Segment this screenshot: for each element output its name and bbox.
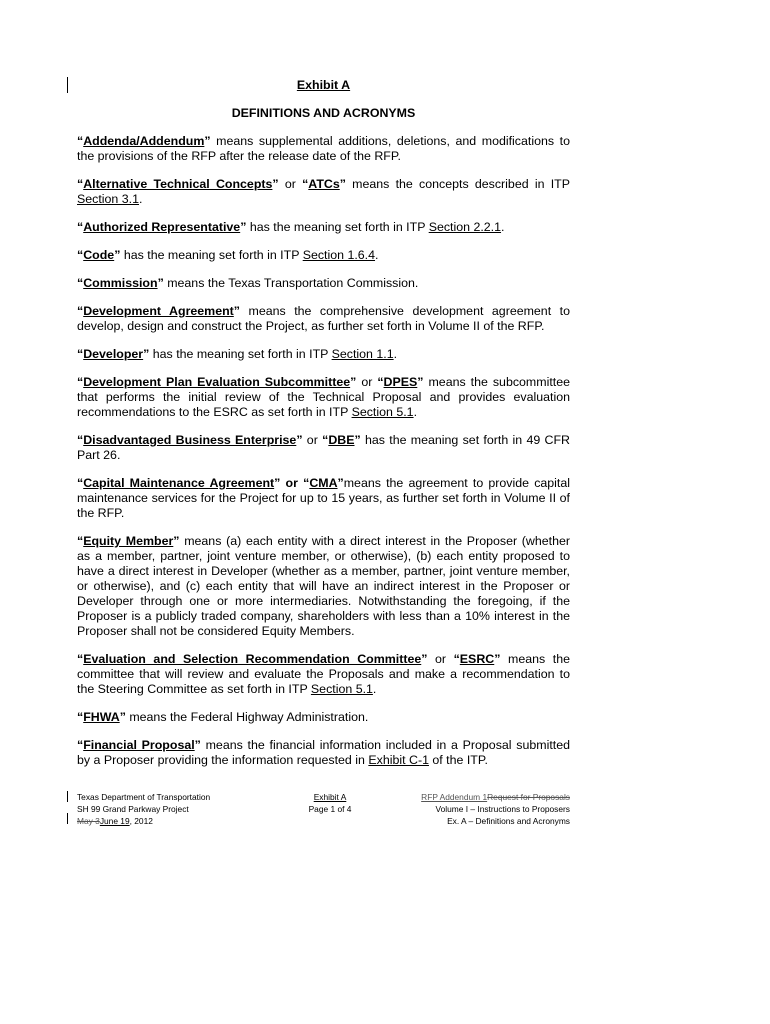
definition-term: Equity Member [83, 534, 174, 548]
definition-text: means the Texas Transportation Commission. [163, 276, 419, 290]
quote-mark: “ [77, 347, 84, 361]
definition-paragraph [77, 534, 570, 639]
definition-paragraph [77, 433, 570, 463]
quote-mark: “ [377, 375, 384, 389]
footer-exhibit: Exhibit A [313, 792, 347, 802]
quote-mark: “ [77, 276, 84, 290]
quote-mark: “ [77, 476, 84, 490]
definition-term: Alternative Technical Concepts [83, 177, 273, 191]
definition-end: . [375, 248, 379, 262]
definition-term: Disadvantaged Business Enterprise [83, 433, 297, 447]
quote-mark: “ [77, 534, 84, 548]
footer-right [370, 791, 570, 827]
quote-mark: “ [77, 177, 84, 191]
definition-text: means the Federal Highway Administration. [125, 710, 369, 724]
definition-term: Development Agreement [83, 304, 234, 318]
definition-connector: or [356, 375, 378, 389]
quote-mark: “ [77, 220, 84, 234]
definition-paragraph [77, 134, 570, 164]
definition-text: means the concepts described in ITP [345, 177, 570, 191]
definition-term: Evaluation and Selection Recommendation Committee [83, 652, 422, 666]
definition-acronym: ATCs [308, 177, 340, 191]
quote-mark: “ [303, 476, 310, 490]
definition-paragraph [77, 248, 570, 263]
section-reference: Section 1.1 [331, 347, 394, 361]
footer-addendum [370, 791, 570, 803]
definition-text: means the financial information included in a Proposal submitted by a Proposer providing the information requested in [77, 738, 570, 767]
quote-mark: ” [240, 220, 247, 234]
quote-mark: “ [77, 652, 84, 666]
definition-term: Addenda/Addendum [83, 134, 205, 148]
footer-date-inserted: June 19 [99, 816, 130, 826]
definition-paragraph [77, 347, 570, 362]
footer-exhibit-title: Ex. A – Definitions and Acronyms [447, 816, 570, 826]
definition-end: . [372, 682, 377, 696]
quote-mark: ” [157, 276, 164, 290]
definition-term: Code [83, 248, 115, 262]
definitions-list [77, 134, 570, 781]
quote-mark: “ [77, 738, 84, 752]
quote-mark: “ [77, 375, 84, 389]
definition-text: has the meaning set forth in 49 CFR Part 26. [77, 433, 570, 462]
definition-paragraph [77, 177, 570, 207]
definition-connector: or [280, 476, 304, 490]
definition-paragraph [77, 375, 570, 420]
quote-mark: “ [302, 177, 309, 191]
definition-term: Authorized Representative [83, 220, 241, 234]
definition-paragraph [77, 276, 570, 291]
definition-end: of the ITP. [428, 753, 488, 767]
definition-text: has the meaning set forth in ITP [246, 220, 429, 234]
definition-term: Developer [83, 347, 144, 361]
definition-paragraph [77, 738, 570, 768]
quote-mark: “ [77, 433, 84, 447]
definition-paragraph [77, 710, 570, 725]
quote-mark: “ [77, 304, 84, 318]
section-reference: Section 1.6.4 [302, 248, 376, 262]
definition-text: has the meaning set forth in ITP [149, 347, 332, 361]
definition-connector: or [427, 652, 454, 666]
quote-mark: ” [114, 248, 121, 262]
definition-end: . [393, 347, 398, 361]
definition-paragraph [77, 220, 570, 235]
definition-term: Development Plan Evaluation Subcommittee [83, 375, 351, 389]
footer-change-bar-2 [67, 813, 68, 824]
footer-project: SH 99 Grand Parkway Project [77, 804, 189, 814]
footer-addendum-deleted: Request for Proposals [487, 792, 570, 802]
quote-mark: “ [77, 134, 84, 148]
definition-text: means supplemental additions, deletions, and modifications to the provisions of the RFP after the release date of the RFP. [77, 134, 570, 163]
definition-end: . [139, 192, 143, 206]
quote-mark: ” [233, 304, 240, 318]
definition-text: means the agreement to provide capital maintenance services for the Project for up to 15 years, as further set forth in Volume II of the RFP. [77, 476, 571, 520]
definition-text: means the committee that will review and evaluate the Proposals and make a recommendation to the Steering Committee as set forth in ITP [77, 652, 570, 696]
definition-text: means the comprehensive development agreement to develop, design and construct the Project, as further set forth in Volume II of the RFP. [77, 304, 570, 333]
definition-text: means the subcommittee that performs the initial review of the Technical Proposal and provides evaluation recommendations to the ESRC as set forth in ITP [77, 375, 570, 419]
definition-term: Commission [83, 276, 158, 290]
quote-mark: ” [173, 534, 180, 548]
definition-connector: or [278, 177, 303, 191]
section-title: DEFINITIONS AND ACRONYMS [231, 106, 416, 120]
quote-mark: ” [350, 375, 357, 389]
section-reference: Section 3.1 [77, 192, 139, 206]
quote-mark: ” [143, 347, 150, 361]
definition-acronym: ESRC [459, 652, 495, 666]
quote-mark: ” [337, 476, 344, 490]
exhibit-title-text: Exhibit A [296, 78, 351, 92]
quote-mark: “ [453, 652, 460, 666]
definition-paragraph [77, 304, 570, 334]
revision-change-bar [67, 77, 68, 93]
quote-mark: “ [77, 248, 84, 262]
quote-mark: ” [417, 375, 424, 389]
quote-mark: ” [119, 710, 126, 724]
footer-addendum-inserted: RFP Addendum 1 [421, 792, 488, 802]
footer-change-bar-1 [67, 791, 68, 802]
definition-acronym: DPES [383, 375, 418, 389]
quote-mark: ” [296, 433, 303, 447]
footer-page-number: Page 1 of 4 [308, 804, 352, 814]
definition-connector: or [302, 433, 323, 447]
definition-acronym: DBE [328, 433, 355, 447]
definition-term: FHWA [83, 710, 120, 724]
quote-mark: ” [339, 177, 346, 191]
definition-end: . [501, 220, 505, 234]
footer-date-year: , 2012 [129, 816, 153, 826]
quote-mark: ” [194, 738, 201, 752]
definition-paragraph [77, 652, 570, 697]
quote-mark: “ [322, 433, 329, 447]
quote-mark: “ [77, 710, 84, 724]
footer-date-deleted: May 3 [77, 816, 100, 826]
section-reference: Section 5.1 [310, 682, 373, 696]
definition-acronym: CMA [309, 476, 338, 490]
section-reference: Section 5.1 [351, 405, 414, 419]
definition-end: . [413, 405, 418, 419]
footer-date [77, 815, 277, 827]
quote-mark: ” [494, 652, 501, 666]
quote-mark: ” [204, 134, 211, 148]
quote-mark: ” [354, 433, 361, 447]
definition-paragraph [77, 476, 570, 521]
exhibit-title [77, 78, 570, 92]
section-reference: Exhibit C-1 [368, 753, 429, 767]
footer-volume: Volume I – Instructions to Proposers [435, 804, 570, 814]
definition-text: means (a) each entity with a direct interest in the Proposer (whether as a member, partner, joint venture member, or otherwise), (b) each entity proposed to have a direct interest in Developer (whether as a member, partner, joint venture member, or otherwise), and (c) each entity that will have an indirect interest in the Proposer or Developer through one or more intermediaries. Notwithstanding the foregoing, if the Proposer is a publicly traded company, shareholders with less than a 10% interest in the Proposer shall not be considered Equity Members. [77, 534, 570, 638]
section-reference: Section 2.2.1 [428, 220, 502, 234]
definition-term: Capital Maintenance Agreement [83, 476, 275, 490]
quote-mark: ” [274, 476, 281, 490]
footer-agency: Texas Department of Transportation [77, 792, 211, 802]
definition-term: Financial Proposal [83, 738, 195, 752]
footer-left [77, 791, 277, 827]
definition-text: has the meaning set forth in ITP [120, 248, 303, 262]
quote-mark: ” [421, 652, 428, 666]
quote-mark: ” [272, 177, 279, 191]
